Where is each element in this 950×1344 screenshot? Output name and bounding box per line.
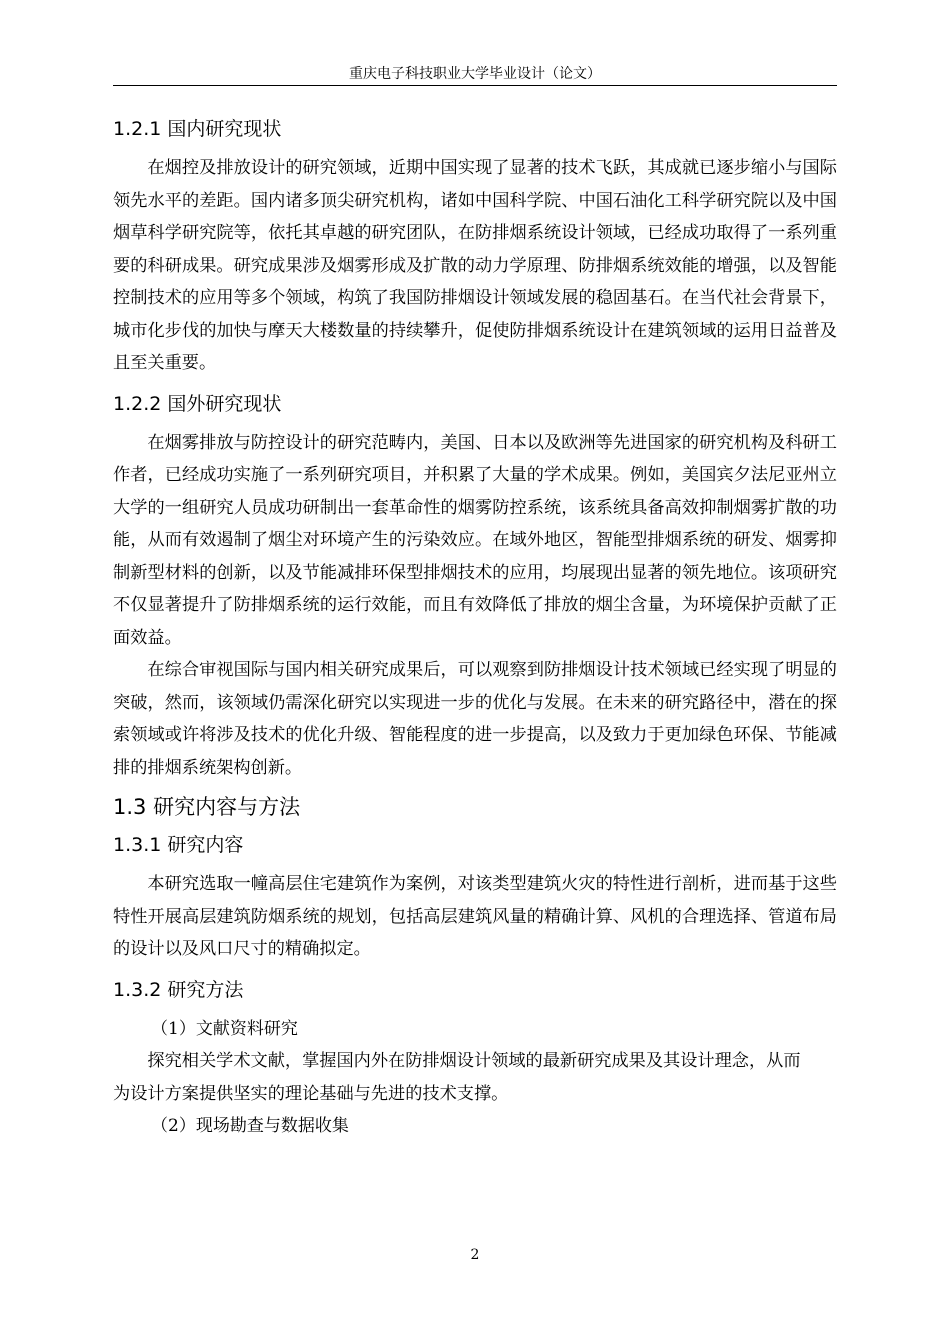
paragraph-domestic-research: 在烟控及排放设计的研究领域，近期中国实现了显著的技术飞跃，其成就已逐步缩小与国际领先水平的差距。国内诸多顶尖研究机构，诸如中国科学院、中国石油化工科学研究院以及中国烟草科学研究院等，依托其卓越的研究团队，在防排烟系统设计领域，已经成功取得了一系列重要的科研成果。研究成果涉及烟雾形成及扩散的动力学原理、防排烟系统效能的增强，以及智能控制技术的应用等多个领域，构筑了我国防排烟设计领域发展的稳固基石。在当代社会背景下，城市化步伐的加快与摩天大楼数量的持续攀升，促使防排烟系统设计在建筑领域的运用日益普及且至关重要。 <box>113 158 837 373</box>
paragraph-research-content: 本研究选取一幢高层住宅建筑作为案例，对该类型建筑火灾的特性进行剖析，进而基于这些特性开展高层建筑防烟系统的规划，包括高层建筑风量的精确计算、风机的合理选择、管道布局的设计以及风口尺寸的精确拟定。 <box>113 874 837 959</box>
heading-1-3-1: 1.3.1 研究内容 <box>113 834 244 856</box>
heading-1-3: 1.3 研究内容与方法 <box>113 795 301 819</box>
page-header-title: 重庆电子科技职业大学毕业设计（论文） <box>349 66 601 82</box>
heading-1-2-1: 1.2.1 国内研究现状 <box>113 118 282 140</box>
header-rule <box>113 85 837 86</box>
method-item-2-title: （2）现场勘查与数据收集 <box>151 1116 349 1136</box>
method-item-1-text: 探究相关学术文献，掌握国内外在防排烟设计领域的最新研究成果及其设计理念，从而为设计方案提供坚实的理论基础与先进的技术支撑。 <box>113 1051 801 1104</box>
method-item-1-title: （1）文献资料研究 <box>151 1018 298 1039</box>
paragraph-foreign-research: 在烟雾排放与防控设计的研究范畴内，美国、日本以及欧洲等先进国家的研究机构及科研工作者，已经成功实施了一系列研究项目，并积累了大量的学术成果。例如，美国宾夕法尼亚州立大学的一组研究人员成功研制出一套革命性的烟雾防控系统，该系统具备高效抑制烟雾扩散的功能，从而有效遏制了烟尘对环境产生的污染效应。在域外地区，智能型排烟系统的研发、烟雾抑制新型材料的创新，以及节能减排环保型排烟技术的应用，均展现出显著的领先地位。该项研究不仅显著提升了防排烟系统的运行效能，而且有效降低了排放的烟尘含量，为环境保护贡献了正面效益。 <box>113 432 837 648</box>
page-number: 2 <box>470 1247 480 1263</box>
heading-1-3-2: 1.3.2 研究方法 <box>113 978 244 1001</box>
heading-1-2-2: 1.2.2 国外研究现状 <box>113 392 282 415</box>
paragraph-research-summary: 在综合审视国际与国内相关研究成果后，可以观察到防排烟设计技术领域已经实现了明显的突破，然而，该领域仍需深化研究以实现进一步的优化与发展。在未来的研究路径中，潜在的探索领域或许将涉及技术的优化升级、智能程度的进一步提高，以及致力于更加绿色环保、节能减排的排烟系统架构创新。 <box>113 660 837 778</box>
page-body <box>113 115 837 1143</box>
